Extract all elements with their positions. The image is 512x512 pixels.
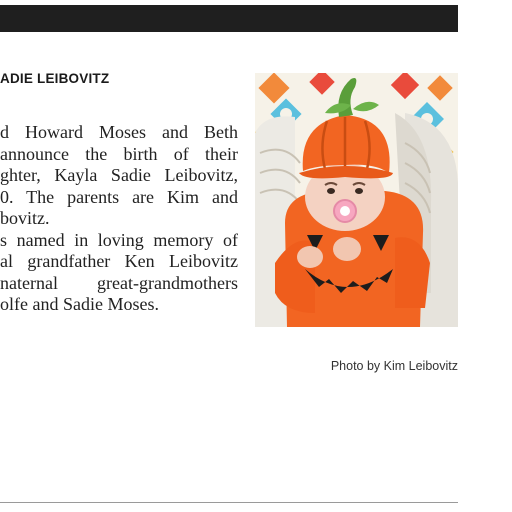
body-line: ghter, Kayla Sadie Leibovitz, bbox=[0, 165, 238, 185]
article-body bbox=[0, 122, 238, 316]
bottom-divider bbox=[0, 502, 458, 503]
body-line: al grandfather Ken Leibovitz bbox=[0, 251, 238, 271]
body-line: announce the birth of their bbox=[0, 143, 238, 164]
body-line: d Howard Moses and Beth bbox=[0, 122, 238, 142]
photo-credit: Photo by Kim Leibovitz bbox=[330, 359, 458, 373]
body-line: s named in loving memory of bbox=[0, 229, 238, 250]
article-heading: ADIE LEIBOVITZ bbox=[0, 71, 110, 86]
body-line: bovitz. bbox=[0, 208, 50, 228]
body-line: naternal great-grandmothers bbox=[0, 272, 238, 293]
body-line: olfe and Sadie Moses. bbox=[0, 294, 159, 314]
header-bar bbox=[0, 5, 458, 32]
body-line: 0. The parents are Kim and bbox=[0, 186, 238, 207]
baby-photo bbox=[255, 73, 458, 327]
